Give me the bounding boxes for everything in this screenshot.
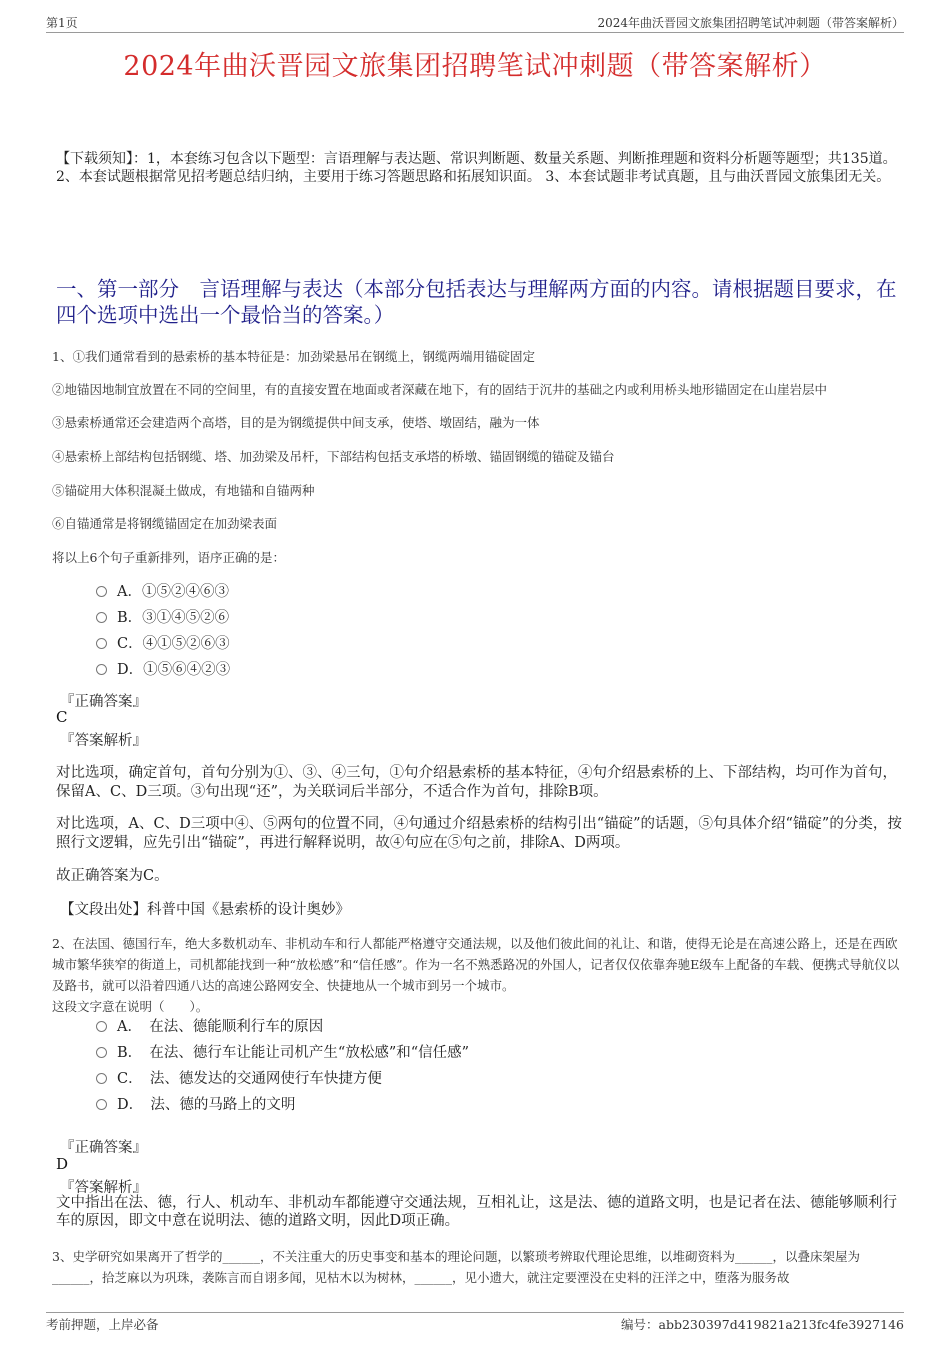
q1-line-5: ⑤锚碇用大体积混凝土做成，有地锚和自锚两种 bbox=[52, 483, 315, 498]
q2-option-a[interactable]: A． 在法、德能顺利行车的原因 bbox=[96, 1016, 323, 1038]
q1-line-6: ⑥自锚通常是将钢缆锚固定在加劲梁表面 bbox=[52, 516, 278, 531]
radio-icon[interactable] bbox=[96, 1073, 107, 1084]
radio-icon[interactable] bbox=[96, 664, 107, 675]
download-notice: 【下载须知】：1，本套练习包含以下题型：言语理解与表达题、常识判断题、数量关系题、判断推理题和资料分析题等题型；共135道。 2、本套试题根据常见招考题总结归纳，主要用于练习答题思路和拓展知识面。 3、本套试题非考试真题，且与曲沃晋园文旅集团无关。 bbox=[56, 151, 897, 185]
q2-analysis-label: 『答案解析』 bbox=[60, 1180, 147, 1196]
q2-analysis: 文中指出在法、德，行人、机动车、非机动车都能遵守交通法规，互相礼让，这是法、德的道路文明，也是记者在法、德能够顺利行车的原因，即文中意在说明法、德的道路文明，因此D项正确。 bbox=[56, 1195, 897, 1229]
q2-answer: D bbox=[56, 1155, 69, 1173]
q2-option-b[interactable]: B． 在法、德行车让能让司机产生“放松感”和“信任感” bbox=[96, 1042, 469, 1064]
document-title: 2024年曲沃晋园文旅集团招聘笔试冲刺题（带答案解析） bbox=[123, 51, 827, 82]
page-header bbox=[46, 12, 904, 33]
header-doc-title: 2024年曲沃晋园文旅集团招聘笔试冲刺题（带答案解析） bbox=[597, 16, 904, 30]
radio-icon[interactable] bbox=[96, 638, 107, 649]
q1-option-b[interactable]: B．③①④⑤②⑥ bbox=[96, 607, 229, 629]
q1-option-a[interactable]: A．①⑤②④⑥③ bbox=[96, 581, 229, 603]
radio-icon[interactable] bbox=[96, 1047, 107, 1058]
q1-option-d[interactable]: D．①⑤⑥④②③ bbox=[96, 659, 230, 681]
q1-answer-label: 『正确答案』 bbox=[60, 694, 147, 710]
q2-option-d[interactable]: D． 法、德的马路上的文明 bbox=[96, 1094, 295, 1116]
q1-line-1: 1、①我们通常看到的悬索桥的基本特征是：加劲梁悬吊在钢缆上，钢缆两端用锚碇固定 bbox=[52, 349, 535, 364]
q1-line-4: ④悬索桥上部结构包括钢缆、塔、加劲梁及吊杆，下部结构包括支承塔的桥墩、锚固钢缆的锚碇及锚台 bbox=[52, 449, 615, 464]
q3-text: 3、史学研究如果离开了哲学的______，不关注重大的历史事变和基本的理论问题，以繁琐考辨取代理论思维，以堆砌资料为______，以叠床架屋为______，拾芝麻以为巩珠，袭陈言而自诩多闻，见枯木以为树林，______，见小遗大，就注定要湮没在史料的汪洋之中，堕落为服务故 bbox=[52, 1249, 860, 1285]
radio-icon[interactable] bbox=[96, 1099, 107, 1110]
q1-analysis-para-2: 对比选项，A、C、D三项中④、⑤两句的位置不同，④句通过介绍悬索桥的结构引出“锚碇”的话题，⑤句具体介绍“锚碇”的分类，按照行文逻辑，应先引出“锚碇”，再进行解释说明，故④句应在⑤句之前，排除A、D两项。 bbox=[56, 816, 902, 851]
section-heading: 一、第一部分 言语理解与表达（本部分包括表达与理解两方面的内容。请根据题目要求，在四个选项中选出一个最恰当的答案。） bbox=[56, 277, 897, 327]
q1-analysis-para-3: 故正确答案为C。 bbox=[56, 868, 169, 884]
q2-answer-label: 『正确答案』 bbox=[60, 1140, 147, 1156]
footer-code: 编号：abb230397d419821a213fc4fe3927146 bbox=[621, 1317, 904, 1332]
q1-source: 【文段出处】科普中国《悬索桥的设计奥妙》 bbox=[60, 902, 350, 918]
radio-icon[interactable] bbox=[96, 612, 107, 623]
radio-icon[interactable] bbox=[96, 586, 107, 597]
q1-answer: C bbox=[56, 708, 68, 726]
footer-slogan: 考前押题，上岸必备 bbox=[46, 1317, 159, 1332]
q2-question: 这段文字意在说明（ ）。 bbox=[52, 999, 209, 1014]
q1-option-c[interactable]: C．④①⑤②⑥③ bbox=[96, 633, 230, 655]
q1-line-3: ③悬索桥通常还会建造两个高塔，目的是为钢缆提供中间支承，使塔、墩固结，融为一体 bbox=[52, 415, 540, 430]
q2-text: 2、在法国、德国行车，绝大多数机动车、非机动车和行人都能严格遵守交通法规，以及他们彼此间的礼让、和谐，使得无论是在高速公路上，还是在西欧城市繁华狭窄的街道上，司机都能找到一种“放松感”和“信任感”。作为一名不熟悉路况的外国人，记者仅仅依靠奔驰E级车上配备的车载、便携式导航仪以及路书，就可以沿着四通八达的高速公路网安全、快捷地从一个城市到另一个城市。 bbox=[52, 936, 900, 993]
q1-analysis-label: 『答案解析』 bbox=[60, 733, 147, 749]
q1-line-2: ②地锚因地制宜放置在不同的空间里，有的直接安置在地面或者深藏在地下，有的固结于沉井的基础之内或利用桥头地形锚固定在山崖岩层中 bbox=[52, 382, 828, 397]
q1-prompt: 将以上6个句子重新排列，语序正确的是： bbox=[52, 550, 285, 565]
q1-analysis-para-1: 对比选项，确定首句，首句分别为①、③、④三句，①句介绍悬索桥的基本特征，④句介绍悬索桥的上、下部结构，均可作为首句，保留A、C、D三项。③句出现“还”，为关联词后半部分，不适合作为首句，排除B项。 bbox=[56, 765, 897, 800]
page-number: 第1页 bbox=[46, 16, 78, 30]
q2-option-c[interactable]: C． 法、德发达的交通网使行车快捷方便 bbox=[96, 1068, 382, 1090]
page-footer bbox=[46, 1312, 904, 1333]
radio-icon[interactable] bbox=[96, 1021, 107, 1032]
